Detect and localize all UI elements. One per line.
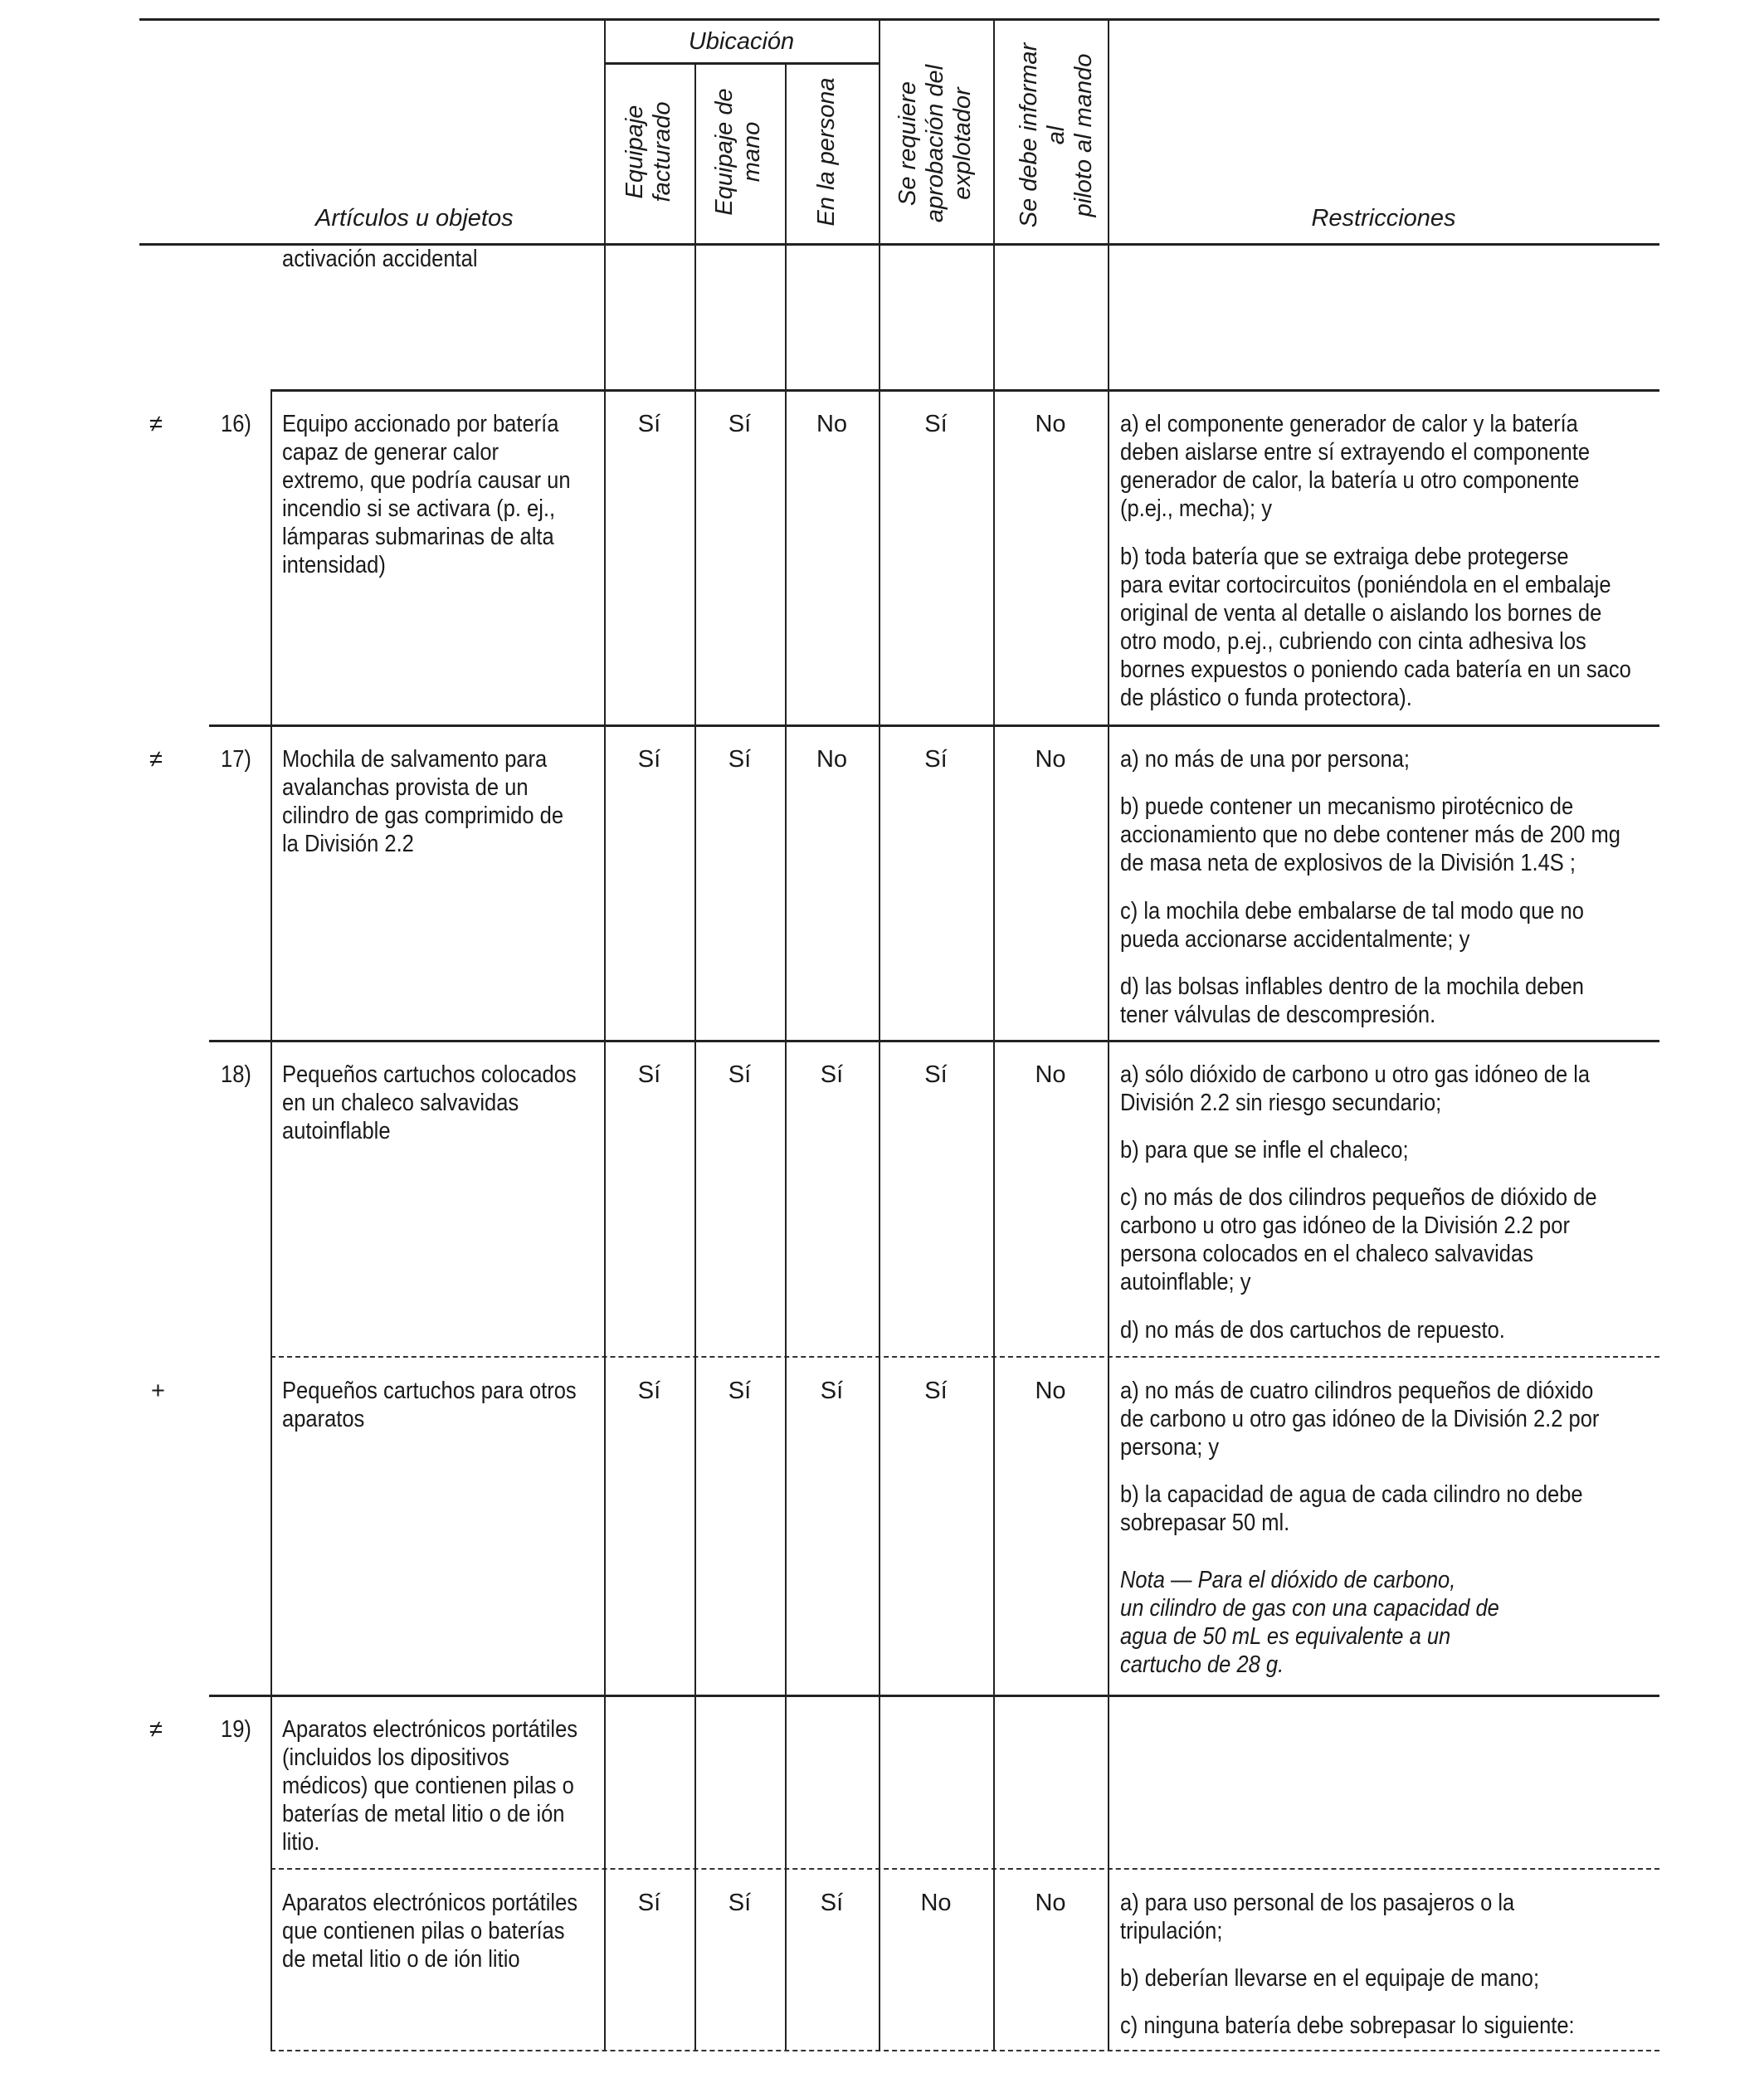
row0-article: activación accidental <box>282 246 478 272</box>
row17-checked: Sí <box>637 746 661 773</box>
header-location: Ubicación <box>688 28 795 55</box>
row18b-restriction-b: b) la capacidad de agua de cada cilindro no debe sobrepasar 50 ml. <box>1120 1481 1583 1536</box>
row17-approval: Sí <box>924 746 948 773</box>
row19-number: 19) <box>221 1716 251 1743</box>
row18-pilot: No <box>1035 1061 1066 1088</box>
row16-pilot: No <box>1035 411 1066 437</box>
row19b-checked: Sí <box>637 1890 661 1916</box>
col-rule-carryon <box>694 62 696 2050</box>
row17-pilot: No <box>1035 746 1066 773</box>
col-rule-pilot <box>993 18 995 2050</box>
row16-carryon: Sí <box>728 411 752 437</box>
row18b-checked: Sí <box>637 1378 661 1404</box>
row17-restriction-a: a) no más de una por persona; <box>1120 746 1411 773</box>
row19b-restriction-a: a) para uso personal de los pasajeros o la tripulación; <box>1120 1890 1515 1944</box>
header-pilot: Se debe informar al piloto al mando <box>1016 42 1097 228</box>
row16-number: 16) <box>221 411 251 437</box>
row18b-mark: + <box>151 1378 165 1404</box>
col-rule-person <box>785 62 787 2050</box>
col-rule-approval <box>879 18 880 2050</box>
row17-restriction-c: c) la mochila debe embalarse de tal modo que no pueda accionarse accidentalmente; y <box>1120 898 1584 953</box>
row18-article: Pequeños cartuchos colocados en un chaleco salvavidas autoinflable <box>282 1061 577 1144</box>
row-rule-19b <box>270 1868 1659 1870</box>
col-rule-checked <box>604 18 606 2050</box>
row18b-approval: Sí <box>924 1378 948 1404</box>
header-approval: Se requiere aprobación del explotador <box>894 64 976 223</box>
row-rule-17 <box>209 724 1659 727</box>
row16-checked: Sí <box>637 411 661 437</box>
row-rule-19 <box>209 1695 1659 1697</box>
row16-person: No <box>816 411 848 437</box>
row18b-carryon: Sí <box>728 1378 752 1404</box>
header-articles: Artículos u objetos <box>315 205 514 232</box>
row19b-approval: No <box>920 1890 952 1916</box>
header-person: En la persona <box>813 77 840 227</box>
row17-person: No <box>816 746 848 773</box>
row18-restriction-d: d) no más de dos cartuchos de repuesto. <box>1120 1317 1505 1344</box>
row16-mark: ≠ <box>149 411 163 437</box>
header-restrictions: Restricciones <box>1311 205 1456 232</box>
col-rule-restrictions <box>1108 18 1109 2050</box>
table-top-rule <box>139 18 1659 21</box>
row-rule-18 <box>209 1040 1659 1042</box>
row17-restriction-b: b) puede contener un mecanismo pirotécnico de accionamiento que no debe contener más de 200 mg de masa neta de explosivos de la División 1.4S ; <box>1120 793 1620 876</box>
table-bottom-rule <box>270 2050 1659 2051</box>
header-checked: Equipaje facturado <box>621 101 675 202</box>
row18-restriction-a: a) sólo dióxido de carbono u otro gas idóneo de la División 2.2 sin riesgo secundario; <box>1120 1061 1591 1116</box>
row18-checked: Sí <box>637 1061 661 1088</box>
row-rule-16 <box>270 389 1659 392</box>
row19-article: Aparatos electrónicos portátiles (incluidos los dipositivos médicos) que contienen pilas o baterías de metal litio o de ión litio. <box>282 1716 578 1856</box>
row17-mark: ≠ <box>149 746 163 773</box>
row18b-restriction-a: a) no más de cuatro cilindros pequeños de dióxido de carbono u otro gas idóneo de la División 2.2 por persona; y <box>1120 1378 1600 1461</box>
row18-carryon: Sí <box>728 1061 752 1088</box>
row18b-article: Pequeños cartuchos para otros aparatos <box>282 1378 577 1432</box>
row19b-article: Aparatos electrónicos portátiles que contienen pilas o baterías de metal litio o de ión litio <box>282 1890 578 1973</box>
row18-number: 18) <box>221 1061 251 1088</box>
row16-approval: Sí <box>924 411 948 437</box>
row19b-person: Sí <box>820 1890 844 1916</box>
row18b-person: Sí <box>820 1378 844 1404</box>
ubicacion-rule <box>604 62 879 65</box>
header-carryon: Equipaje de mano <box>711 88 765 216</box>
row-rule-18b <box>270 1356 1659 1358</box>
row17-article: Mochila de salvamento para avalanchas provista de un cilindro de gas comprimido de la División 2.2 <box>282 746 564 857</box>
row19b-pilot: No <box>1035 1890 1066 1916</box>
row17-number: 17) <box>221 746 251 773</box>
row16-restriction-b: b) toda batería que se extraiga debe protegerse para evitar cortocircuitos (poniéndola en el embalaje original de venta al detalle o aislando los bornes de otro modo, p.ej., cubriendo con cinta adhesiva los bornes expuestos o poniendo cada batería en un saco de plástico o funda protectora). <box>1120 544 1631 711</box>
row18-approval: Sí <box>924 1061 948 1088</box>
row19b-restriction-c: c) ninguna batería debe sobrepasar lo siguiente: <box>1120 2012 1575 2039</box>
col-rule-article-left <box>270 389 272 2050</box>
row19b-carryon: Sí <box>728 1890 752 1916</box>
row16-article: Equipo accionado por batería capaz de generar calor extremo, que podría causar un incendio si se activara (p. ej., lámparas submarinas de alta intensidad) <box>282 411 571 578</box>
row18-person: Sí <box>820 1061 844 1088</box>
row17-restriction-d: d) las bolsas inflables dentro de la mochila deben tener válvulas de descompresión. <box>1120 973 1584 1028</box>
row18b-pilot: No <box>1035 1378 1066 1404</box>
row18-restriction-c: c) no más de dos cilindros pequeños de dióxido de carbono u otro gas idóneo de la División 2.2 por persona colocados en el chaleco salvavidas autoinflable; y <box>1120 1184 1597 1295</box>
row18b-note: Nota — Para el dióxido de carbono, un cilindro de gas con una capacidad de agua de 50 mL es equivalente a un cartucho de 28 g. <box>1120 1567 1499 1678</box>
row19b-restriction-b: b) deberían llevarse en el equipaje de mano; <box>1120 1965 1540 1992</box>
row16-restriction-a: a) el componente generador de calor y la batería deben aislarse entre sí extrayendo el componente generador de calor, la batería u otro componente (p.ej., mecha); y <box>1120 411 1591 522</box>
row18-restriction-b: b) para que se infle el chaleco; <box>1120 1137 1409 1163</box>
row17-carryon: Sí <box>728 746 752 773</box>
row19-mark: ≠ <box>149 1716 163 1743</box>
